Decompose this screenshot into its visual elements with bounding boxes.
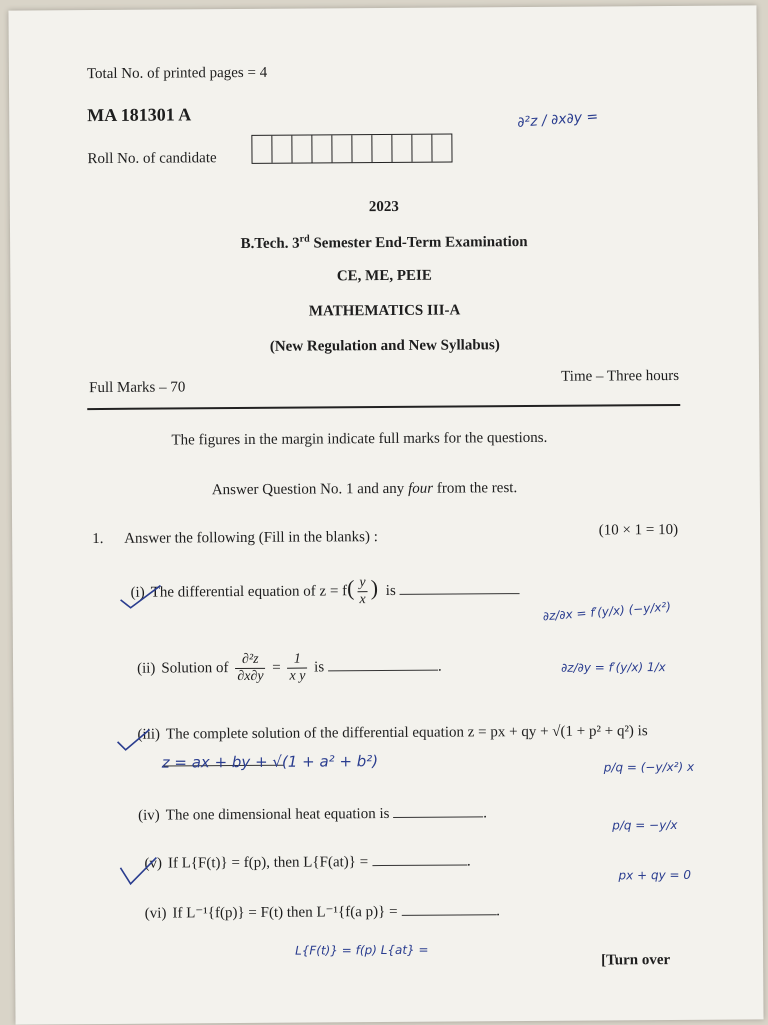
roll-digit-box[interactable] bbox=[372, 135, 392, 162]
item-ii: (ii) Solution of $\frac{\text{∂²z}}{\partial x\partial y}$ = $\frac{1}{\text{x y}}$ is . bbox=[137, 651, 442, 685]
check-mark-icon bbox=[113, 726, 153, 754]
roll-digit-box[interactable] bbox=[312, 135, 332, 162]
margin-note: The figures in the margin indicate full marks for the questions. bbox=[171, 429, 548, 449]
roll-digit-box[interactable] bbox=[332, 135, 352, 162]
branches: CE, ME, PEIE bbox=[336, 267, 432, 285]
item-iii: (iii) The complete solution of the differential equation z = px + qy + √(1 + p² + q²) is bbox=[137, 723, 648, 743]
roll-digit-box[interactable] bbox=[412, 135, 432, 162]
handwriting-bottom-note: L{F(t)} = f(p) L{at} = bbox=[294, 942, 429, 958]
item-iv: (iv) The one dimensional heat equation is . bbox=[138, 805, 488, 824]
course-code: MA 181301 A bbox=[87, 104, 192, 126]
handwriting-top-right: ∂²z / ∂x∂y = bbox=[516, 108, 599, 131]
roll-digit-box[interactable] bbox=[432, 135, 451, 162]
turn-over: [Turn over bbox=[601, 952, 671, 969]
printed-pages: Total No. of printed pages = 4 bbox=[86, 64, 268, 83]
check-mark-icon bbox=[116, 582, 164, 612]
header-divider bbox=[87, 404, 680, 410]
full-marks: Full Marks – 70 bbox=[89, 379, 186, 397]
roll-label: Roll No. of candidate bbox=[87, 150, 217, 168]
question-text: Answer the following (Fill in the blanks) : bbox=[124, 529, 378, 547]
exam-name: B.Tech. 3rd Semester End-Term Examination bbox=[240, 233, 528, 253]
subject-title: MATHEMATICS III-A bbox=[308, 302, 461, 320]
roll-digit-box[interactable] bbox=[272, 136, 292, 163]
answer-instruction: Answer Question No. 1 and any four from the rest. bbox=[211, 480, 518, 499]
item-v: (v) If L{F(t)} = f(p), then L{F(at)} = . bbox=[144, 853, 471, 872]
roll-digit-box[interactable] bbox=[252, 136, 272, 163]
roll-digit-box[interactable] bbox=[392, 135, 412, 162]
question-number: 1. bbox=[92, 530, 104, 548]
item-vi: (vi) If L⁻¹{f(p)} = F(t) then L⁻¹{f(a p)} = . bbox=[144, 903, 501, 922]
handwriting-i-note: ∂z/∂x = f′(y/x) (−y/x²) bbox=[542, 599, 672, 624]
exam-year: 2023 bbox=[368, 198, 399, 216]
question-marks: (10 × 1 = 10) bbox=[598, 521, 679, 539]
handwriting-margin-2: p/q = −y/x bbox=[612, 817, 678, 833]
exam-time: Time – Three hours bbox=[561, 367, 680, 385]
handwriting-iii-answer: z = ax + by + √(1 + a² + b²) bbox=[161, 752, 379, 772]
check-mark-icon bbox=[116, 854, 160, 888]
item-i: (i) The differential equation of z = f( $\frac{y}{x}$ ) is bbox=[130, 574, 519, 610]
handwriting-margin-1: p/q = (−y/x²) x bbox=[603, 759, 695, 775]
handwriting-ii-note: ∂z/∂y = f′(y/x) 1/x bbox=[561, 660, 666, 675]
exam-paper bbox=[8, 5, 763, 1024]
regulation: (New Regulation and New Syllabus) bbox=[269, 337, 500, 355]
roll-digit-box[interactable] bbox=[352, 135, 372, 162]
roll-digit-box[interactable] bbox=[292, 136, 312, 163]
handwriting-margin-3: px + qy = 0 bbox=[618, 867, 692, 883]
roll-number-boxes[interactable] bbox=[251, 134, 452, 164]
